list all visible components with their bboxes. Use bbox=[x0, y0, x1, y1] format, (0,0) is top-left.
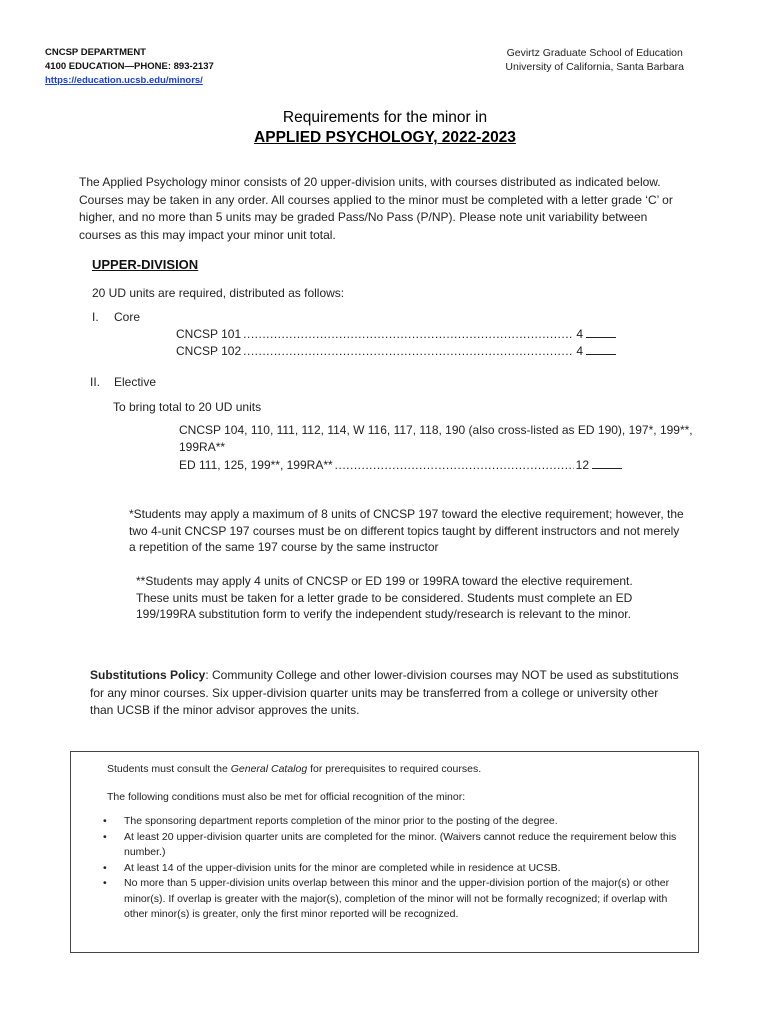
list-item: • At least 20 upper-division quarter units are completed for the minor. (Waivers cannot reduce the requirement below this number.) bbox=[103, 830, 677, 858]
core-numeral: I. bbox=[92, 310, 99, 324]
elective-subtitle: To bring total to 20 UD units bbox=[113, 400, 262, 414]
conditions-list bbox=[103, 814, 682, 923]
bullet-icon: • bbox=[103, 815, 107, 827]
core-course-row bbox=[176, 343, 616, 359]
list-item: • At least 14 of the upper-division units for the minor are completed while in residence at UCSB. bbox=[107, 861, 682, 877]
elective-numeral: II. bbox=[90, 375, 101, 389]
dot-leader bbox=[335, 457, 574, 473]
elective-units: 12 bbox=[575, 458, 589, 472]
upper-division-intro: 20 UD units are required, distributed as follows: bbox=[92, 286, 345, 300]
dot-leader bbox=[243, 343, 574, 359]
department-name: CNCSP DEPARTMENT bbox=[45, 47, 146, 58]
title-line-2: APPLIED PSYCHOLOGY, 2022-2023 bbox=[254, 129, 516, 146]
school-header bbox=[505, 46, 684, 74]
conditions-intro: The following conditions must also be met for official recognition of the minor: bbox=[107, 790, 466, 803]
title-line-1: Requirements for the minor in bbox=[282, 109, 488, 126]
department-header bbox=[45, 46, 214, 88]
dot-leader bbox=[243, 326, 574, 342]
elective-label: Elective bbox=[114, 375, 157, 389]
substitutions-label: Substitutions Policy bbox=[90, 668, 206, 682]
minors-link[interactable]: https://education.ucsb.edu/minors/ bbox=[45, 75, 203, 86]
units-blank bbox=[592, 458, 622, 469]
course-name: CNCSP 102 bbox=[176, 344, 242, 358]
note-cncsp-197: *Students may apply a maximum of 8 units of CNCSP 197 toward the elective requirement; however, the two 4-unit CNCSP 197 courses must be on different topics taught by different instructors and not merely a repetition of the same 197 course by the same instructor bbox=[129, 507, 684, 554]
substitutions-policy bbox=[90, 667, 680, 720]
department-address-phone: 4100 EDUCATION—PHONE: 893-2137 bbox=[45, 61, 214, 72]
list-item: • No more than 5 upper-division units overlap between this minor and the upper-division portion of the major(s) or other minor(s). If overlap is greater with the major(s), completion of the minor will not be formally recognized; if overlap with other minor(s) is greater, only the first minor reported will be recognized. bbox=[103, 877, 670, 920]
general-catalog-title: General Catalog bbox=[230, 763, 308, 775]
elective-ed-courses: ED 111, 125, 199**, 199RA** bbox=[179, 458, 333, 472]
core-label: Core bbox=[114, 310, 141, 324]
upper-division-heading: UPPER-DIVISION bbox=[92, 257, 199, 272]
elective-ed-row bbox=[179, 457, 622, 473]
course-units: 4 bbox=[576, 344, 583, 358]
intro-paragraph: The Applied Psychology minor consists of 20 upper-division units, with courses distributed as indicated below. Courses may be taken in any order. All courses applied to the minor must be completed with a letter grade ‘C’ or higher, and no more than 5 units may be graded Pass/No Pass (P/NP). Please note unit variability between courses as this may impact your minor unit total. bbox=[79, 175, 673, 242]
list-item: • The sponsoring department reports completion of the minor prior to the posting of the degree. bbox=[107, 814, 682, 830]
bullet-icon: • bbox=[103, 830, 107, 843]
units-blank bbox=[586, 327, 616, 338]
page-title bbox=[0, 108, 770, 148]
note-199: **Students may apply 4 units of CNCSP or ED 199 or 199RA toward the elective requirement. These units must be taken for a letter grade to be considered. Students must complete an ED 199/199RA substitution form to verify the independent study/research is relevant to the minor. bbox=[136, 574, 633, 621]
catalog-note: Students must consult the General Catalog for prerequisites to required courses. bbox=[107, 763, 482, 775]
bullet-icon: • bbox=[103, 877, 107, 889]
substitutions-text: : Community College and other lower-division courses may NOT be used as substitutions for any minor courses. Six upper-division quarter units may be transferred from a college or university other than UCSB if the minor advisor approves the units. bbox=[90, 668, 679, 717]
bullet-icon: • bbox=[103, 861, 107, 874]
conditions-box bbox=[70, 751, 699, 953]
core-course-row bbox=[176, 326, 616, 342]
elective-cncsp-courses: CNCSP 104, 110, 111, 112, 114, W 116, 117, 118, 190 (also cross-listed as ED 190), 197*, 199**, 199RA** bbox=[179, 423, 693, 454]
course-units: 4 bbox=[576, 327, 583, 341]
units-blank bbox=[586, 344, 616, 355]
university-name: University of California, Santa Barbara bbox=[505, 61, 684, 73]
school-name: Gevirtz Graduate School of Education bbox=[506, 47, 683, 59]
course-name: CNCSP 101 bbox=[176, 327, 242, 341]
